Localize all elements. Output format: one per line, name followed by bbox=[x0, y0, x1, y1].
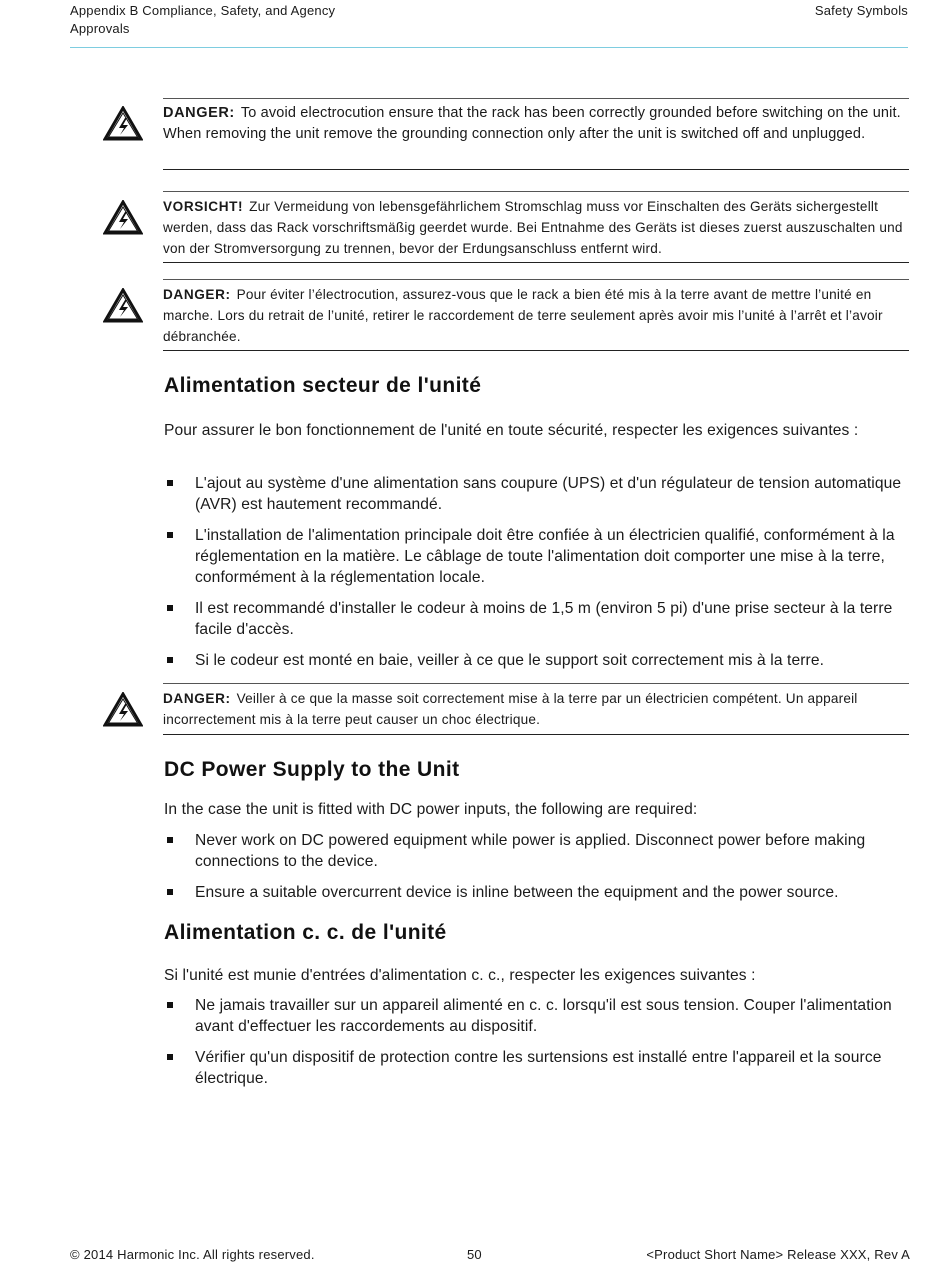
bullet-square-icon bbox=[167, 837, 173, 843]
section-intro-dc: In the case the unit is fitted with DC power inputs, the following are required: bbox=[164, 801, 698, 818]
bullet-list-dc bbox=[164, 830, 909, 913]
bullet-square-icon bbox=[167, 605, 173, 611]
section-heading-fr-dc: Alimentation c. c. de l'unité bbox=[164, 921, 447, 944]
warning-label: DANGER: bbox=[163, 691, 231, 706]
section-heading-dc: DC Power Supply to the Unit bbox=[164, 758, 460, 781]
warning-body: Zur Vermeidung von lebensgefährlichem Stromschlag muss vor Einschalten des Geräts sichergestellt werden, dass das Rack vorschriftsmäßig geerdet wurde. Bei Entnahme des Geräts ist dieses zuerst auszuschalten und von der Stromversorgung zu trennen, bevor der Erdungsanschluss entfernt wird. bbox=[163, 199, 903, 256]
header-chapter-title: Appendix B Compliance, Safety, and Agency Approvals bbox=[70, 3, 336, 36]
electrical-hazard-icon bbox=[103, 288, 143, 324]
list-item bbox=[164, 830, 909, 872]
bullet-square-icon bbox=[167, 1002, 173, 1008]
warning-body: Pour éviter l’électrocution, assurez-vous que le rack a bien été mis à la terre avant de mettre l’unité en marche. Lors du retrait de l’unité, retirer le raccordement de terre seulement après avoir mis l’unité à l’arrêt et l’avoir débranchée. bbox=[163, 287, 883, 344]
electrical-hazard-icon bbox=[103, 200, 143, 236]
bullet-square-icon bbox=[167, 480, 173, 486]
bullet-list-fr-ac bbox=[164, 473, 909, 681]
footer-page-number: 50 bbox=[467, 1247, 482, 1262]
section-intro-fr-dc: Si l'unité est munie d'entrées d'alimentation c. c., respecter les exigences suivantes : bbox=[164, 967, 756, 984]
list-item-text: Ensure a suitable overcurrent device is inline between the equipment and the power source. bbox=[195, 884, 839, 901]
bullet-list-fr-dc bbox=[164, 995, 909, 1099]
warning-text bbox=[163, 103, 909, 145]
warning-text bbox=[163, 688, 909, 730]
list-item-text: Ne jamais travailler sur un appareil alimenté en c. c. lorsqu'il est sous tension. Couper l'alimentation avant d'effectuer les raccordements au dispositif. bbox=[195, 997, 892, 1035]
list-item-text: Il est recommandé d'installer le codeur à moins de 1,5 m (environ 5 pi) d'une prise secteur à la terre facile d'accès. bbox=[195, 600, 893, 638]
list-item bbox=[164, 473, 909, 515]
warning-label: VORSICHT! bbox=[163, 199, 244, 214]
section-intro-fr-ac: Pour assurer le bon fonctionnement de l'unité en toute sécurité, respecter les exigences suivantes : bbox=[164, 422, 859, 439]
warning-block-danger-fr bbox=[163, 279, 909, 351]
list-item-text: Vérifier qu'un dispositif de protection contre les surtensions est installé entre l'appareil et la source électrique. bbox=[195, 1049, 882, 1087]
list-item-text: L'ajout au système d'une alimentation sans coupure (UPS) et d'un régulateur de tension automatique (AVR) est hautement recommandé. bbox=[195, 475, 902, 513]
electrical-hazard-icon bbox=[103, 692, 143, 728]
list-item bbox=[164, 598, 909, 640]
list-item-text: Si le codeur est monté en baie, veiller à ce que le support soit correctement mis à la terre. bbox=[195, 652, 825, 669]
footer-copyright: © 2014 Harmonic Inc. All rights reserved. bbox=[70, 1247, 315, 1262]
bullet-square-icon bbox=[167, 657, 173, 663]
section-heading-fr-ac: Alimentation secteur de l'unité bbox=[164, 374, 482, 397]
list-item bbox=[164, 525, 909, 588]
list-item bbox=[164, 995, 909, 1037]
page-header bbox=[70, 2, 908, 48]
list-item-text: Never work on DC powered equipment while power is applied. Disconnect power before making connections to the device. bbox=[195, 832, 866, 870]
warning-block-danger-en bbox=[163, 98, 909, 170]
warning-body: Veiller à ce que la masse soit correctement mise à la terre par un électricien compétent. Un appareil incorrectement mis à la terre peut causer un choc électrique. bbox=[163, 691, 858, 727]
footer-release: <Product Short Name> Release XXX, Rev A bbox=[646, 1247, 910, 1262]
list-item bbox=[164, 882, 909, 903]
warning-block-vorsicht-de bbox=[163, 191, 909, 263]
warning-label: DANGER: bbox=[163, 105, 235, 121]
list-item bbox=[164, 1047, 909, 1089]
header-section-title: Safety Symbols bbox=[814, 3, 908, 18]
warning-text bbox=[163, 196, 909, 259]
bullet-square-icon bbox=[167, 889, 173, 895]
bullet-square-icon bbox=[167, 532, 173, 538]
warning-block-danger-fr-2 bbox=[163, 683, 909, 735]
warning-text bbox=[163, 284, 909, 347]
electrical-hazard-icon bbox=[103, 106, 143, 142]
bullet-square-icon bbox=[167, 1054, 173, 1060]
list-item-text: L'installation de l'alimentation principale doit être confiée à un électricien qualifié, conformément à la réglementation en la matière. Le câblage de toute l'alimentation doit comporter une mise à la terre, conformément à la réglementation locale. bbox=[195, 527, 895, 586]
list-item bbox=[164, 650, 909, 671]
warning-label: DANGER: bbox=[163, 287, 231, 302]
warning-body: To avoid electrocution ensure that the rack has been correctly grounded before switching on the unit. When removing the unit remove the grounding connection only after the unit is switched off and unplugged. bbox=[163, 105, 901, 142]
